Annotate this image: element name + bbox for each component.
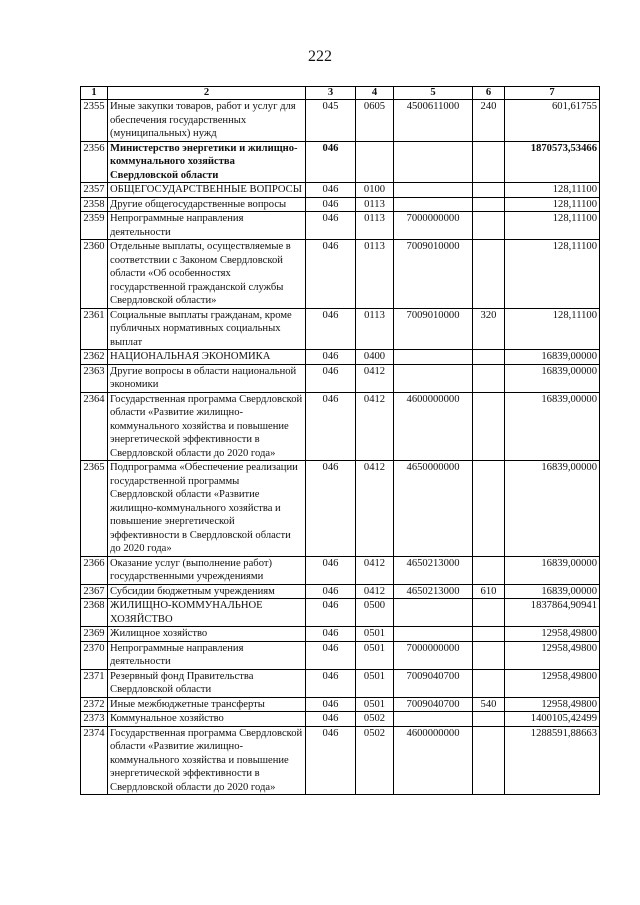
target-article-code-cell: [394, 350, 473, 365]
ministry-code-cell: 046: [306, 392, 356, 461]
ministry-code-cell: 045: [306, 100, 356, 142]
target-article-code-cell: 4650213000: [394, 556, 473, 584]
column-header: 2: [108, 87, 306, 100]
ministry-code-cell: 046: [306, 141, 356, 183]
table-body: [81, 100, 600, 795]
item-name-cell: НАЦИОНАЛЬНАЯ ЭКОНОМИКА: [108, 350, 306, 365]
row-number-cell: 2373: [81, 712, 108, 727]
amount-cell: 16839,00000: [505, 461, 600, 557]
row-number-cell: 2355: [81, 100, 108, 142]
target-article-code-cell: 4600000000: [394, 392, 473, 461]
page-number: 222: [308, 48, 332, 65]
target-article-code-cell: 7000000000: [394, 212, 473, 240]
section-code-cell: 0412: [356, 364, 394, 392]
item-name-cell: Отдельные выплаты, осуществляемые в соответствии с Законом Свердловской области «Об особенностях государственной гражданской службы Свердловской области»: [108, 240, 306, 309]
amount-cell: 12958,49800: [505, 697, 600, 712]
row-number-cell: 2364: [81, 392, 108, 461]
column-header: 6: [473, 87, 505, 100]
target-article-code-cell: 4500611000: [394, 100, 473, 142]
table-row: [81, 712, 600, 727]
ministry-code-cell: 046: [306, 726, 356, 795]
amount-cell: 128,11100: [505, 183, 600, 198]
item-name-cell: Социальные выплаты гражданам, кроме публичных нормативных социальных выплат: [108, 308, 306, 350]
item-name-cell: Непрограммные направления деятельности: [108, 212, 306, 240]
item-name-cell: Другие вопросы в области национальной экономики: [108, 364, 306, 392]
expense-type-code-cell: [473, 350, 505, 365]
target-article-code-cell: [394, 197, 473, 212]
table-row: [81, 726, 600, 795]
header-row: [81, 87, 600, 100]
ministry-code-cell: 046: [306, 556, 356, 584]
item-name-cell: Государственная программа Свердловской области «Развитие жилищно-коммунального хозяйства и повышение энергетической эффективности в Свердловской области до 2020 года»: [108, 726, 306, 795]
section-code-cell: 0501: [356, 697, 394, 712]
row-number-cell: 2374: [81, 726, 108, 795]
table-row: [81, 584, 600, 599]
column-header: 7: [505, 87, 600, 100]
section-code-cell: 0501: [356, 641, 394, 669]
table-row: [81, 100, 600, 142]
row-number-cell: 2367: [81, 584, 108, 599]
table-row: [81, 197, 600, 212]
ministry-code-cell: 046: [306, 212, 356, 240]
table-row: [81, 350, 600, 365]
table-row: [81, 641, 600, 669]
expense-type-code-cell: [473, 240, 505, 309]
item-name-cell: ОБЩЕГОСУДАРСТВЕННЫЕ ВОПРОСЫ: [108, 183, 306, 198]
table-row: [81, 212, 600, 240]
target-article-code-cell: 7009010000: [394, 308, 473, 350]
section-code-cell: 0412: [356, 461, 394, 557]
column-header: 3: [306, 87, 356, 100]
row-number-cell: 2362: [81, 350, 108, 365]
target-article-code-cell: 7009010000: [394, 240, 473, 309]
section-code-cell: 0412: [356, 556, 394, 584]
amount-cell: 16839,00000: [505, 364, 600, 392]
row-number-cell: 2360: [81, 240, 108, 309]
amount-cell: 16839,00000: [505, 584, 600, 599]
row-number-cell: 2356: [81, 141, 108, 183]
row-number-cell: 2363: [81, 364, 108, 392]
expense-type-code-cell: [473, 183, 505, 198]
amount-cell: 12958,49800: [505, 641, 600, 669]
section-code-cell: 0605: [356, 100, 394, 142]
target-article-code-cell: [394, 599, 473, 627]
ministry-code-cell: 046: [306, 584, 356, 599]
amount-cell: 12958,49800: [505, 669, 600, 697]
item-name-cell: ЖИЛИЩНО-КОММУНАЛЬНОЕ ХОЗЯЙСТВО: [108, 599, 306, 627]
row-number-cell: 2358: [81, 197, 108, 212]
table-row: [81, 240, 600, 309]
section-code-cell: 0412: [356, 584, 394, 599]
ministry-code-cell: 046: [306, 641, 356, 669]
expense-type-code-cell: [473, 556, 505, 584]
target-article-code-cell: 7000000000: [394, 641, 473, 669]
expense-type-code-cell: [473, 641, 505, 669]
section-code-cell: 0412: [356, 392, 394, 461]
amount-cell: 1288591,88663: [505, 726, 600, 795]
amount-cell: 1870573,53466: [505, 141, 600, 183]
table-row: [81, 308, 600, 350]
ministry-code-cell: 046: [306, 350, 356, 365]
expense-type-code-cell: [473, 599, 505, 627]
row-number-cell: 2359: [81, 212, 108, 240]
table-row: [81, 141, 600, 183]
ministry-code-cell: 046: [306, 240, 356, 309]
row-number-cell: 2368: [81, 599, 108, 627]
ministry-code-cell: 046: [306, 669, 356, 697]
table-row: [81, 461, 600, 557]
item-name-cell: Непрограммные направления деятельности: [108, 641, 306, 669]
column-header: 1: [81, 87, 108, 100]
expense-type-code-cell: 320: [473, 308, 505, 350]
ministry-code-cell: 046: [306, 599, 356, 627]
target-article-code-cell: [394, 183, 473, 198]
target-article-code-cell: 7009040700: [394, 697, 473, 712]
section-code-cell: 0400: [356, 350, 394, 365]
target-article-code-cell: [394, 712, 473, 727]
target-article-code-cell: [394, 364, 473, 392]
expense-type-code-cell: [473, 461, 505, 557]
amount-cell: 16839,00000: [505, 556, 600, 584]
item-name-cell: Министерство энергетики и жилищно-коммунального хозяйства Свердловской области: [108, 141, 306, 183]
expense-type-code-cell: 610: [473, 584, 505, 599]
section-code-cell: 0502: [356, 726, 394, 795]
section-code-cell: 0113: [356, 308, 394, 350]
ministry-code-cell: 046: [306, 308, 356, 350]
table-row: [81, 627, 600, 642]
table-row: [81, 669, 600, 697]
amount-cell: 1837864,90941: [505, 599, 600, 627]
expense-type-code-cell: [473, 669, 505, 697]
row-number-cell: 2369: [81, 627, 108, 642]
target-article-code-cell: 4600000000: [394, 726, 473, 795]
target-article-code-cell: [394, 627, 473, 642]
expense-type-code-cell: [473, 627, 505, 642]
budget-table: [80, 86, 600, 795]
amount-cell: 128,11100: [505, 240, 600, 309]
amount-cell: 1400105,42499: [505, 712, 600, 727]
table-row: [81, 599, 600, 627]
section-code-cell: 0113: [356, 197, 394, 212]
item-name-cell: Иные закупки товаров, работ и услуг для обеспечения государственных (муниципальных) нужд: [108, 100, 306, 142]
column-header: 5: [394, 87, 473, 100]
ministry-code-cell: 046: [306, 627, 356, 642]
expense-type-code-cell: [473, 726, 505, 795]
amount-cell: 128,11100: [505, 212, 600, 240]
ministry-code-cell: 046: [306, 197, 356, 212]
table-header: [81, 87, 600, 100]
table-row: [81, 364, 600, 392]
table-row: [81, 392, 600, 461]
table-row: [81, 183, 600, 198]
target-article-code-cell: 7009040700: [394, 669, 473, 697]
row-number-cell: 2371: [81, 669, 108, 697]
section-code-cell: 0113: [356, 240, 394, 309]
ministry-code-cell: 046: [306, 183, 356, 198]
item-name-cell: Коммунальное хозяйство: [108, 712, 306, 727]
item-name-cell: Подпрограмма «Обеспечение реализации государственной программы Свердловской области «Развитие жилищно-коммунального хозяйства и повышение энергетической эффективности в Свердловской области до 2020 года»: [108, 461, 306, 557]
section-code-cell: [356, 141, 394, 183]
item-name-cell: Другие общегосударственные вопросы: [108, 197, 306, 212]
item-name-cell: Оказание услуг (выполнение работ) государственными учреждениями: [108, 556, 306, 584]
table-row: [81, 556, 600, 584]
expense-type-code-cell: [473, 141, 505, 183]
section-code-cell: 0113: [356, 212, 394, 240]
row-number-cell: 2361: [81, 308, 108, 350]
row-number-cell: 2372: [81, 697, 108, 712]
row-number-cell: 2365: [81, 461, 108, 557]
target-article-code-cell: [394, 141, 473, 183]
amount-cell: 16839,00000: [505, 392, 600, 461]
ministry-code-cell: 046: [306, 364, 356, 392]
expense-type-code-cell: [473, 364, 505, 392]
expense-type-code-cell: [473, 197, 505, 212]
item-name-cell: Жилищное хозяйство: [108, 627, 306, 642]
section-code-cell: 0100: [356, 183, 394, 198]
expense-type-code-cell: [473, 212, 505, 240]
expense-type-code-cell: 540: [473, 697, 505, 712]
section-code-cell: 0500: [356, 599, 394, 627]
amount-cell: 128,11100: [505, 308, 600, 350]
expense-type-code-cell: 240: [473, 100, 505, 142]
ministry-code-cell: 046: [306, 712, 356, 727]
table-row: [81, 697, 600, 712]
amount-cell: 128,11100: [505, 197, 600, 212]
row-number-cell: 2366: [81, 556, 108, 584]
expense-type-code-cell: [473, 392, 505, 461]
section-code-cell: 0501: [356, 669, 394, 697]
row-number-cell: 2370: [81, 641, 108, 669]
item-name-cell: Резервный фонд Правительства Свердловской области: [108, 669, 306, 697]
target-article-code-cell: 4650000000: [394, 461, 473, 557]
item-name-cell: Иные межбюджетные трансферты: [108, 697, 306, 712]
item-name-cell: Субсидии бюджетным учреждениям: [108, 584, 306, 599]
section-code-cell: 0502: [356, 712, 394, 727]
column-header: 4: [356, 87, 394, 100]
ministry-code-cell: 046: [306, 461, 356, 557]
item-name-cell: Государственная программа Свердловской области «Развитие жилищно-коммунального хозяйства и повышение энергетической эффективности в Свердловской области до 2020 года»: [108, 392, 306, 461]
target-article-code-cell: 4650213000: [394, 584, 473, 599]
amount-cell: 12958,49800: [505, 627, 600, 642]
expense-type-code-cell: [473, 712, 505, 727]
section-code-cell: 0501: [356, 627, 394, 642]
ministry-code-cell: 046: [306, 697, 356, 712]
amount-cell: 601,61755: [505, 100, 600, 142]
row-number-cell: 2357: [81, 183, 108, 198]
amount-cell: 16839,00000: [505, 350, 600, 365]
